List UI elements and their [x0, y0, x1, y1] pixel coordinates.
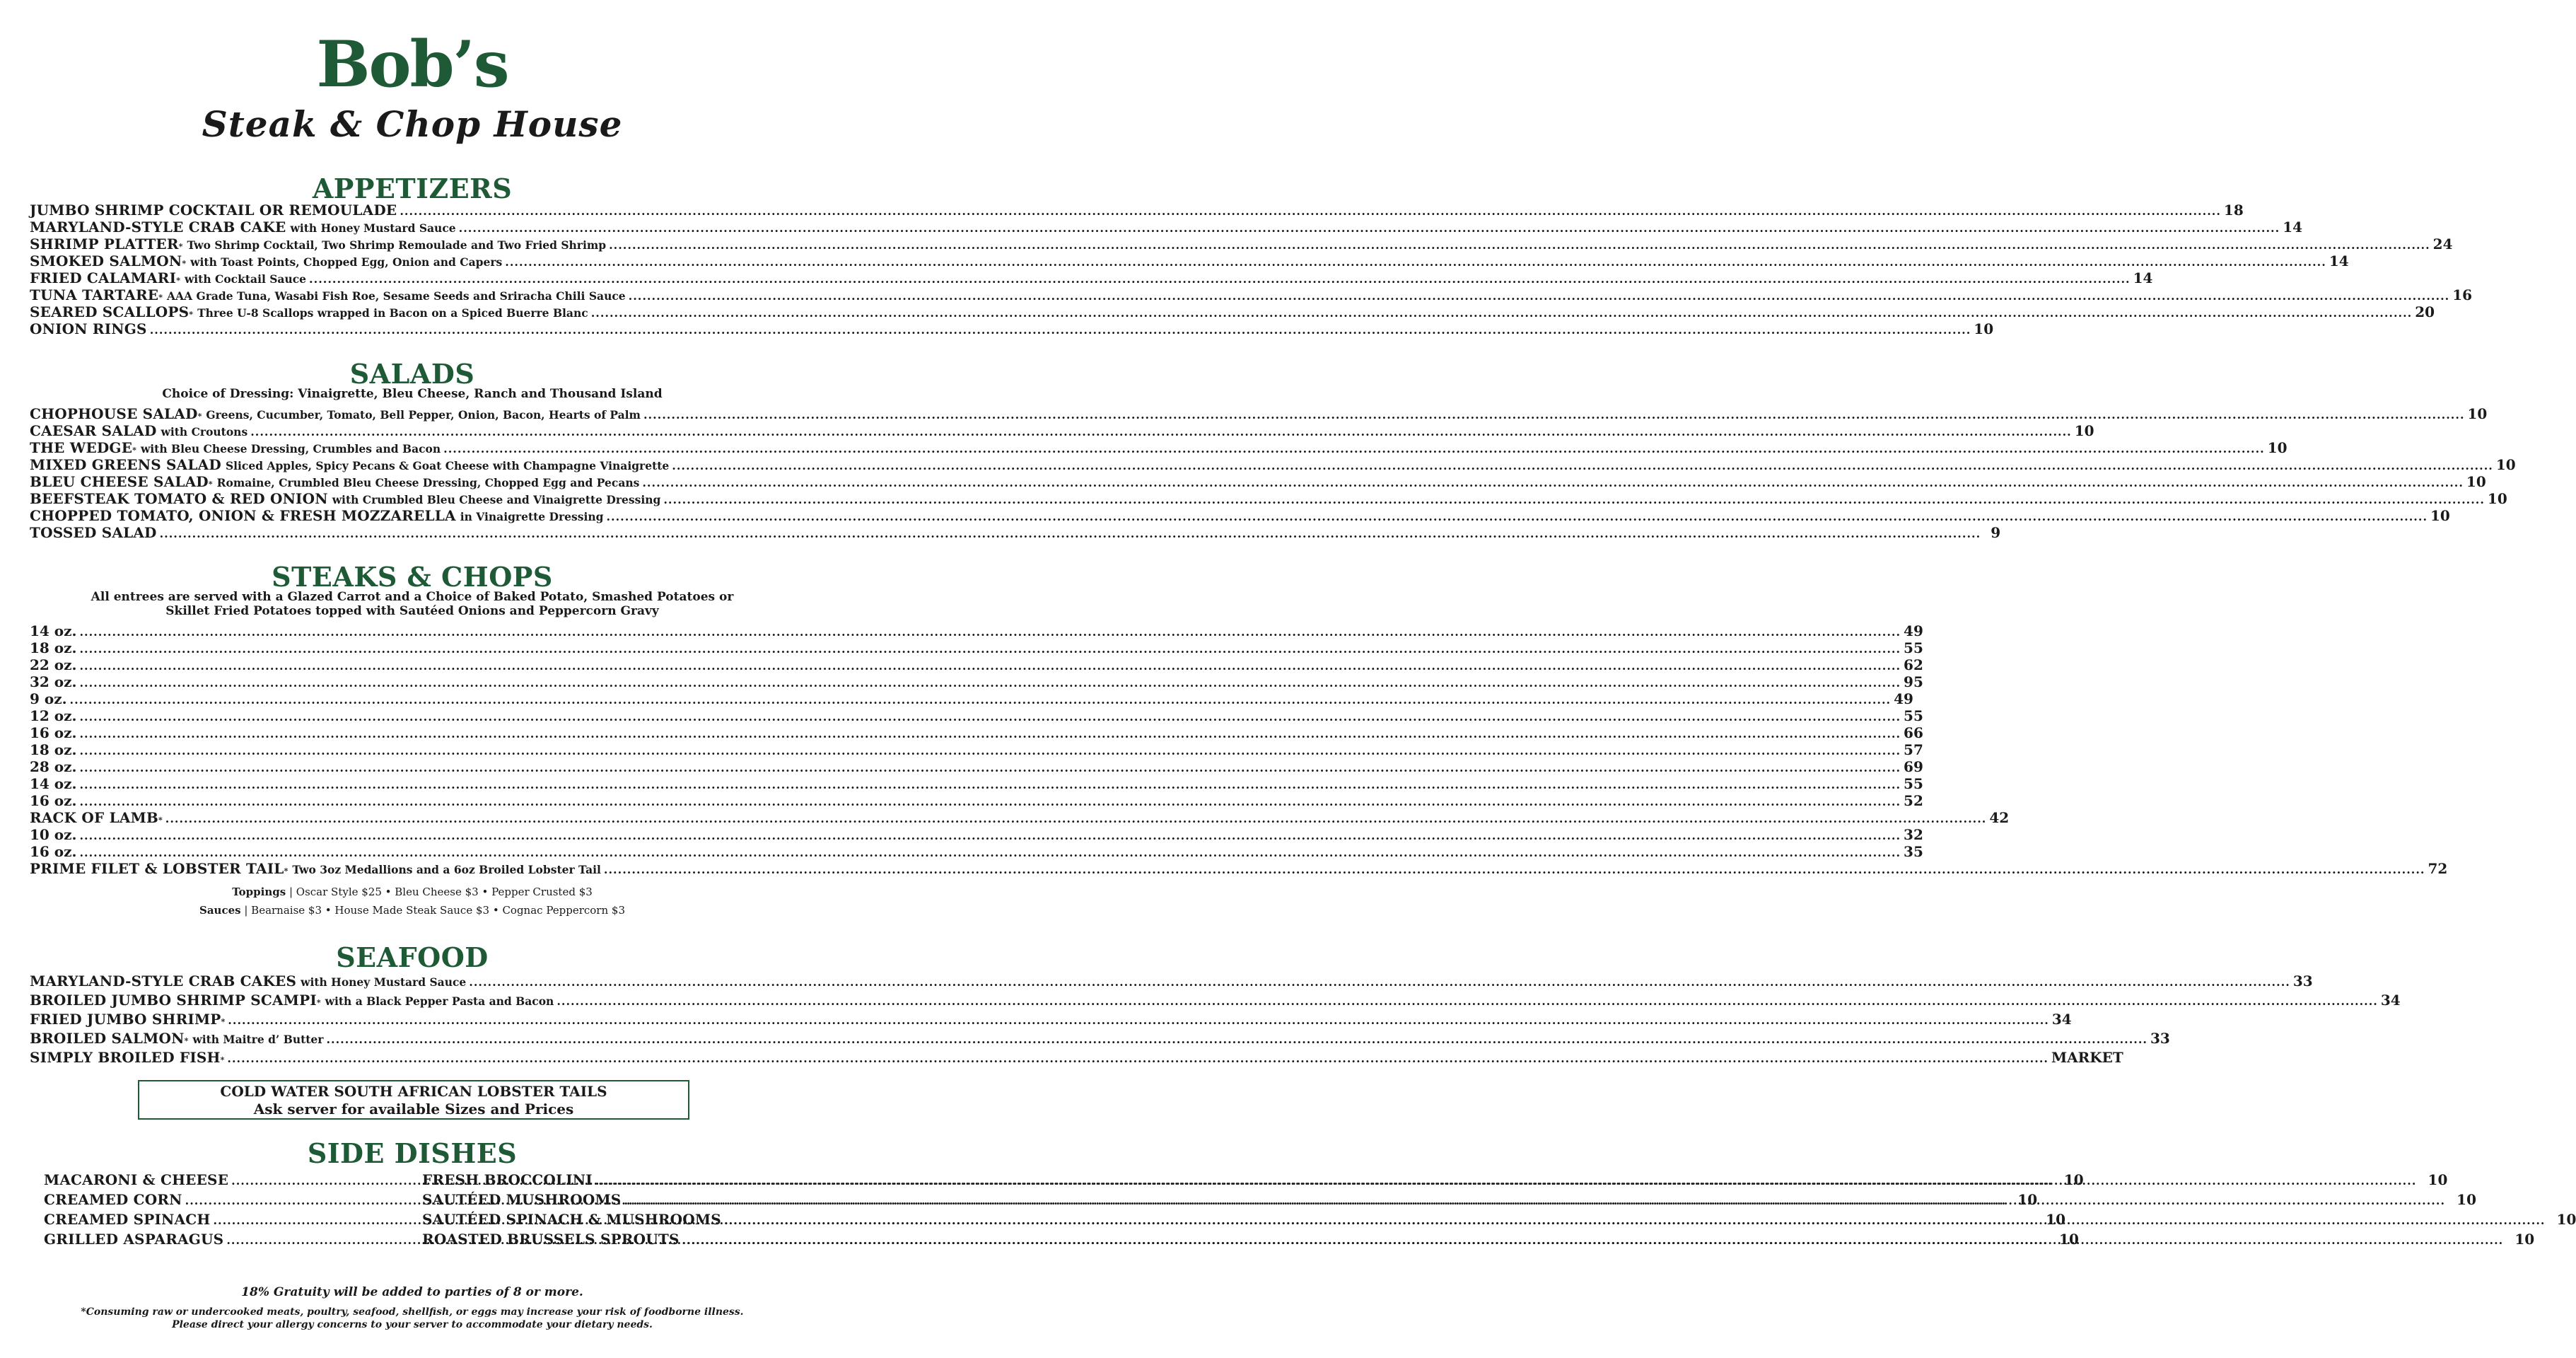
- dot-leader: [624, 1194, 2445, 1207]
- steak-price-cell: [76, 775, 1923, 792]
- item-description: with Honey Mustard Sauce: [301, 975, 467, 989]
- steak-price-cell: [76, 826, 1923, 843]
- menu-item: [30, 439, 2287, 456]
- sauces-line: Sauces | Bearnaise $3 • House Made Steak Sauce $3 • Cognac Peppercorn $3: [199, 904, 625, 917]
- item-price: 10: [2267, 439, 2287, 456]
- item-description: with a Black Pepper Pasta and Bacon: [325, 994, 554, 1008]
- item-price: 52: [1904, 792, 1923, 809]
- steak-item: [30, 860, 2448, 877]
- item-name: SHRIMP PLATTER: [30, 236, 179, 253]
- steaks-title: STEAKS & CHOPS: [272, 561, 553, 593]
- steak-item: [30, 826, 1923, 843]
- dot-leader: [79, 642, 1901, 656]
- item-price: 42: [1989, 809, 2010, 826]
- side-item: [422, 1171, 2448, 1191]
- menu-item: [30, 320, 1994, 337]
- item-price: 57: [1904, 741, 1923, 758]
- item-description: Romaine, Crumbled Bleu Cheese Dressing, Chopped Egg and Pecans: [216, 476, 640, 489]
- dot-leader: [79, 659, 1901, 673]
- item-name: TUNA TARTARE: [30, 286, 159, 303]
- salads-title: SALADS: [349, 358, 475, 390]
- menu-item: [30, 269, 2153, 286]
- item-star: *: [176, 276, 180, 285]
- dot-leader: [459, 221, 2280, 235]
- steak-item: [30, 792, 1923, 809]
- menu-item: [30, 524, 2001, 541]
- dot-leader: [604, 863, 2425, 876]
- item-price: 10: [2487, 490, 2507, 507]
- dot-leader: [682, 1234, 2504, 1247]
- menu-item: [30, 236, 2453, 253]
- item-price: 10: [2428, 1171, 2448, 1188]
- item-price: 33: [2150, 1030, 2170, 1047]
- steaks-note-line1: All entrees are served with a Glazed Carrot and a Choice of Baked Potato, Smashed Potatoes or: [91, 590, 734, 604]
- menu-item: [30, 202, 2244, 219]
- steak-price-cell: [76, 741, 1923, 758]
- item-name: THE WEDGE: [30, 439, 133, 456]
- item-price: 10: [2456, 1191, 2477, 1208]
- item-price: 55: [1904, 707, 1923, 724]
- item-name: JUMBO SHRIMP COCKTAIL OR REMOULADE: [30, 202, 397, 219]
- item-name: SMOKED SALMON: [30, 253, 182, 269]
- item-name: CAESAR SALAD: [30, 422, 157, 439]
- item-price: 95: [1904, 673, 1923, 690]
- side-item: [422, 1211, 2576, 1231]
- sauces-label: Sauces: [199, 904, 241, 917]
- dot-leader: [591, 306, 2413, 320]
- steak-price-cell: [76, 639, 1923, 656]
- menu-item: [30, 473, 2486, 490]
- menu-item: [30, 422, 2094, 439]
- item-star: *: [221, 1017, 226, 1026]
- item-name: MARYLAND-STYLE CRAB CAKE: [30, 219, 286, 236]
- dot-leader: [160, 527, 1981, 540]
- menu-item: [30, 1049, 2123, 1068]
- item-price: MARKET: [2051, 1049, 2123, 1066]
- item-description: with Honey Mustard Sauce: [290, 221, 456, 235]
- item-name: MIXED GREENS SALAD: [30, 456, 221, 473]
- item-weight: 14 oz.: [30, 622, 77, 639]
- dot-leader: [79, 727, 1901, 741]
- steak-price-cell: [67, 690, 1913, 707]
- item-price: 62: [1904, 656, 1923, 673]
- item-description: with Maitre d’ Butter: [192, 1033, 324, 1046]
- toppings-line: Toppings | Oscar Style $25 • Bleu Cheese $3 • Pepper Crusted $3: [232, 886, 593, 898]
- item-name: SIMPLY BROILED FISH: [30, 1049, 221, 1066]
- dot-leader: [79, 778, 1901, 791]
- health-warning: [0, 1306, 824, 1331]
- toppings-label: Toppings: [232, 886, 286, 898]
- item-price: 10: [1974, 320, 1994, 337]
- item-price: 9: [1991, 524, 2001, 541]
- dot-leader: [443, 442, 2265, 455]
- item-price: 10: [2467, 405, 2488, 422]
- dot-leader: [606, 510, 2428, 523]
- steak-item: [30, 758, 1923, 775]
- item-star: *: [284, 866, 289, 876]
- dot-leader: [79, 676, 1901, 690]
- side-item: [422, 1231, 2535, 1250]
- health-warning-line2: Please direct your allergy concerns to your server to accommodate your dietary needs.: [172, 1319, 653, 1330]
- item-star: *: [197, 412, 202, 421]
- item-name: SAUTÉED MUSHROOMS: [422, 1191, 622, 1208]
- sides-title: SIDE DISHES: [307, 1137, 518, 1169]
- dot-leader: [79, 744, 1901, 758]
- item-weight: 9 oz.: [30, 690, 67, 707]
- gratuity-note: 18% Gratuity will be added to parties of 8 or more.: [241, 1285, 583, 1299]
- dot-leader: [79, 795, 1901, 808]
- item-description: Two Shrimp Cocktail, Two Shrimp Remoulade and Two Fried Shrimp: [187, 238, 607, 252]
- item-description: with Croutons: [161, 425, 248, 439]
- item-name: FRIED CALAMARI: [30, 269, 177, 286]
- item-price: 49: [1904, 622, 1923, 639]
- salads-dressing-note: Choice of Dressing: Vinaigrette, Bleu Cheese, Ranch and Thousand Island: [162, 387, 663, 401]
- steak-item: [30, 843, 1923, 860]
- item-price: 16: [2452, 286, 2473, 303]
- item-name: PRIME FILET & LOBSTER TAIL: [30, 860, 284, 877]
- menu-item: [30, 405, 2488, 422]
- steak-price-cell: [76, 673, 1923, 690]
- dot-leader: [79, 710, 1901, 724]
- appetizers-title: APPETIZERS: [312, 173, 513, 204]
- menu-item: [30, 253, 2349, 269]
- toppings-values: Oscar Style $25 • Bleu Cheese $3 • Pepper Crusted $3: [296, 886, 593, 898]
- side-item: [422, 1191, 2477, 1211]
- dot-leader: [150, 323, 1971, 337]
- menu-item: [30, 456, 2516, 473]
- lobster-tails-note: Ask server for available Sizes and Prices: [253, 1101, 574, 1118]
- item-price: 10: [2495, 456, 2516, 473]
- item-price: 20: [2415, 303, 2435, 320]
- item-price: 24: [2432, 236, 2453, 253]
- item-description: with Crumbled Bleu Cheese and Vinaigrette Dressing: [332, 493, 661, 506]
- steak-item: [30, 639, 1923, 656]
- health-warning-line1: *Consuming raw or undercooked meats, poultry, seafood, shellfish, or eggs may increase your risk of foodborne illness.: [81, 1306, 744, 1318]
- menu-item: [30, 507, 2450, 524]
- steak-price-cell: [76, 758, 1923, 775]
- steak-item: [30, 656, 1923, 673]
- steak-price-cell: [76, 843, 1923, 860]
- item-name: FRIED JUMBO SHRIMP: [30, 1011, 221, 1028]
- item-star: *: [158, 816, 163, 825]
- menu-item: [30, 303, 2435, 320]
- item-price: 10: [2556, 1211, 2576, 1228]
- item-price: 10: [2074, 422, 2094, 439]
- item-name: CHOPHOUSE SALAD: [30, 405, 198, 422]
- restaurant-logo-name: Bob’s: [316, 27, 508, 102]
- item-price: 10: [2017, 1191, 2038, 1208]
- item-star: *: [208, 480, 213, 489]
- dot-leader: [79, 761, 1901, 774]
- dot-leader: [326, 1033, 2147, 1046]
- dot-leader: [642, 476, 2464, 489]
- item-price: 14: [2283, 219, 2303, 236]
- item-star: *: [182, 259, 187, 268]
- item-name: CREAMED SPINACH: [44, 1211, 211, 1228]
- dot-leader: [663, 493, 2485, 506]
- steak-item: [30, 690, 1913, 707]
- dot-leader: [595, 1174, 2417, 1188]
- item-price: 66: [1904, 724, 1923, 741]
- item-name: ROASTED BRUSSELS SPROUTS: [422, 1231, 680, 1248]
- item-name: BROILED JUMBO SHRIMP SCAMPI: [30, 992, 317, 1009]
- item-weight: 14 oz.: [30, 775, 77, 792]
- dot-leader: [609, 238, 2430, 252]
- item-name: BROILED SALMON: [30, 1030, 185, 1047]
- item-name: MACARONI & CHEESE: [44, 1171, 229, 1188]
- item-price: 14: [2329, 253, 2349, 269]
- item-name: ONION RINGS: [30, 320, 147, 337]
- restaurant-subtitle: Steak & Chop House: [202, 103, 623, 145]
- steak-price-cell: [76, 622, 1923, 639]
- dot-leader: [165, 812, 1987, 825]
- steak-price-cell: [76, 707, 1923, 724]
- dot-leader: [556, 994, 2378, 1008]
- item-description: Three U-8 Scallops wrapped in Bacon on a Spiced Buerre Blanc: [197, 306, 588, 320]
- steak-price-cell: [76, 656, 1923, 673]
- dot-leader: [469, 975, 2290, 989]
- dot-leader: [250, 425, 2072, 439]
- item-name: MARYLAND-STYLE CRAB CAKES: [30, 973, 297, 990]
- item-name: BLEU CHEESE SALAD: [30, 473, 209, 490]
- item-description: AAA Grade Tuna, Wasabi Fish Roe, Sesame Seeds and Sriracha Chili Sauce: [167, 289, 626, 303]
- item-star: *: [189, 310, 194, 319]
- item-price: 10: [2430, 507, 2450, 524]
- item-price: 35: [1904, 843, 1923, 860]
- item-price: 10: [2046, 1211, 2066, 1228]
- seafood-list: [30, 973, 2401, 1068]
- appetizers-list: [30, 202, 2473, 337]
- item-weight: 18 oz.: [30, 741, 77, 758]
- dot-leader: [228, 1014, 2049, 1027]
- item-name: RACK OF LAMB: [30, 809, 159, 826]
- menu-item: [30, 973, 2313, 992]
- menu-item: [30, 992, 2401, 1011]
- steaks-note-line2: Skillet Fried Potatoes topped with Sautéed Onions and Peppercorn Gravy: [165, 604, 659, 618]
- item-price: 32: [1904, 826, 1923, 843]
- item-weight: 12 oz.: [30, 707, 77, 724]
- item-description: with Cocktail Sauce: [184, 272, 307, 286]
- item-price: 34: [2380, 992, 2401, 1009]
- sauces-values: Bearnaise $3 • House Made Steak Sauce $3 • Cognac Peppercorn $3: [251, 904, 625, 917]
- menu-item: [30, 490, 2507, 507]
- item-weight: 18 oz.: [30, 639, 77, 656]
- item-star: *: [132, 446, 136, 455]
- steak-item: [30, 809, 2010, 826]
- item-weight: 22 oz.: [30, 656, 77, 673]
- item-description: with Bleu Cheese Dressing, Crumbles and Bacon: [140, 442, 441, 455]
- item-star: *: [158, 293, 163, 302]
- dot-leader: [79, 846, 1901, 859]
- item-price: 72: [2428, 860, 2448, 877]
- dot-leader: [70, 693, 1892, 707]
- item-description: in Vinaigrette Dressing: [460, 510, 604, 523]
- dot-leader: [79, 829, 1901, 842]
- item-name: CREAMED CORN: [44, 1191, 182, 1208]
- dot-leader: [672, 459, 2493, 472]
- lobster-tails-box: [138, 1080, 689, 1120]
- item-star: *: [220, 1055, 225, 1064]
- dot-leader: [724, 1214, 2546, 1227]
- dot-leader: [400, 204, 2221, 218]
- item-name: TOSSED SALAD: [30, 524, 157, 541]
- item-star: *: [178, 242, 183, 251]
- item-weight: 32 oz.: [30, 673, 77, 690]
- item-price: 34: [2051, 1011, 2072, 1028]
- menu-item: [30, 219, 2303, 236]
- item-name: BEEFSTEAK TOMATO & RED ONION: [30, 490, 328, 507]
- item-star: *: [316, 998, 321, 1007]
- item-price: 33: [2292, 973, 2313, 990]
- seafood-title: SEAFOOD: [336, 941, 489, 973]
- dot-leader: [79, 625, 1901, 639]
- item-name: SAUTÉED SPINACH & MUSHROOMS: [422, 1211, 721, 1228]
- menu-item: [30, 1011, 2072, 1030]
- item-price: 10: [2514, 1231, 2535, 1248]
- item-description: Sliced Apples, Spicy Pecans & Goat Cheese with Champagne Vinaigrette: [225, 459, 670, 472]
- steak-price-cell: [76, 792, 1923, 809]
- item-name: FRESH BROCCOLINI: [422, 1171, 593, 1188]
- menu-item: [30, 1030, 2170, 1049]
- item-weight: 16 oz.: [30, 792, 77, 809]
- item-price: 69: [1904, 758, 1923, 775]
- item-weight: 28 oz.: [30, 758, 77, 775]
- item-star: *: [184, 1036, 189, 1045]
- sides-right-column: [422, 1171, 2576, 1250]
- item-description: Two 3oz Medallions and a 6oz Broiled Lobster Tail: [292, 863, 601, 876]
- item-description: with Toast Points, Chopped Egg, Onion and Capers: [190, 255, 503, 269]
- steak-item: [30, 673, 1923, 690]
- item-price: 55: [1904, 775, 1923, 792]
- item-price: 49: [1894, 690, 1913, 707]
- item-weight: 16 oz.: [30, 724, 77, 741]
- lobster-tails-title: COLD WATER SOUTH AFRICAN LOBSTER TAILS: [220, 1083, 607, 1100]
- item-price: 55: [1904, 639, 1923, 656]
- steak-price-cell: [76, 724, 1923, 741]
- item-price: 10: [2059, 1231, 2079, 1248]
- dot-leader: [309, 272, 2131, 286]
- item-price: 10: [2466, 473, 2486, 490]
- salads-list: [30, 405, 2516, 541]
- item-price: 10: [2063, 1171, 2084, 1188]
- item-description: Greens, Cucumber, Tomato, Bell Pepper, Onion, Bacon, Hearts of Palm: [206, 408, 641, 422]
- item-name: SEARED SCALLOPS: [30, 303, 190, 320]
- item-weight: 10 oz.: [30, 826, 77, 843]
- menu-item: [30, 286, 2473, 303]
- item-weight: 16 oz.: [30, 843, 77, 860]
- dot-leader: [643, 408, 2465, 422]
- steaks-list: [30, 622, 2448, 877]
- steak-item: [30, 707, 1923, 724]
- steak-item: [30, 741, 1923, 758]
- dot-leader: [227, 1052, 2048, 1065]
- steak-item: [30, 724, 1923, 741]
- item-name: GRILLED ASPARAGUS: [44, 1231, 224, 1248]
- item-price: 14: [2133, 269, 2153, 286]
- steak-item: [30, 775, 1923, 792]
- item-name: CHOPPED TOMATO, ONION & FRESH MOZZARELLA: [30, 507, 456, 524]
- dot-leader: [629, 289, 2450, 303]
- item-price: 18: [2223, 202, 2244, 219]
- steak-item: [30, 622, 1923, 639]
- dot-leader: [505, 255, 2326, 269]
